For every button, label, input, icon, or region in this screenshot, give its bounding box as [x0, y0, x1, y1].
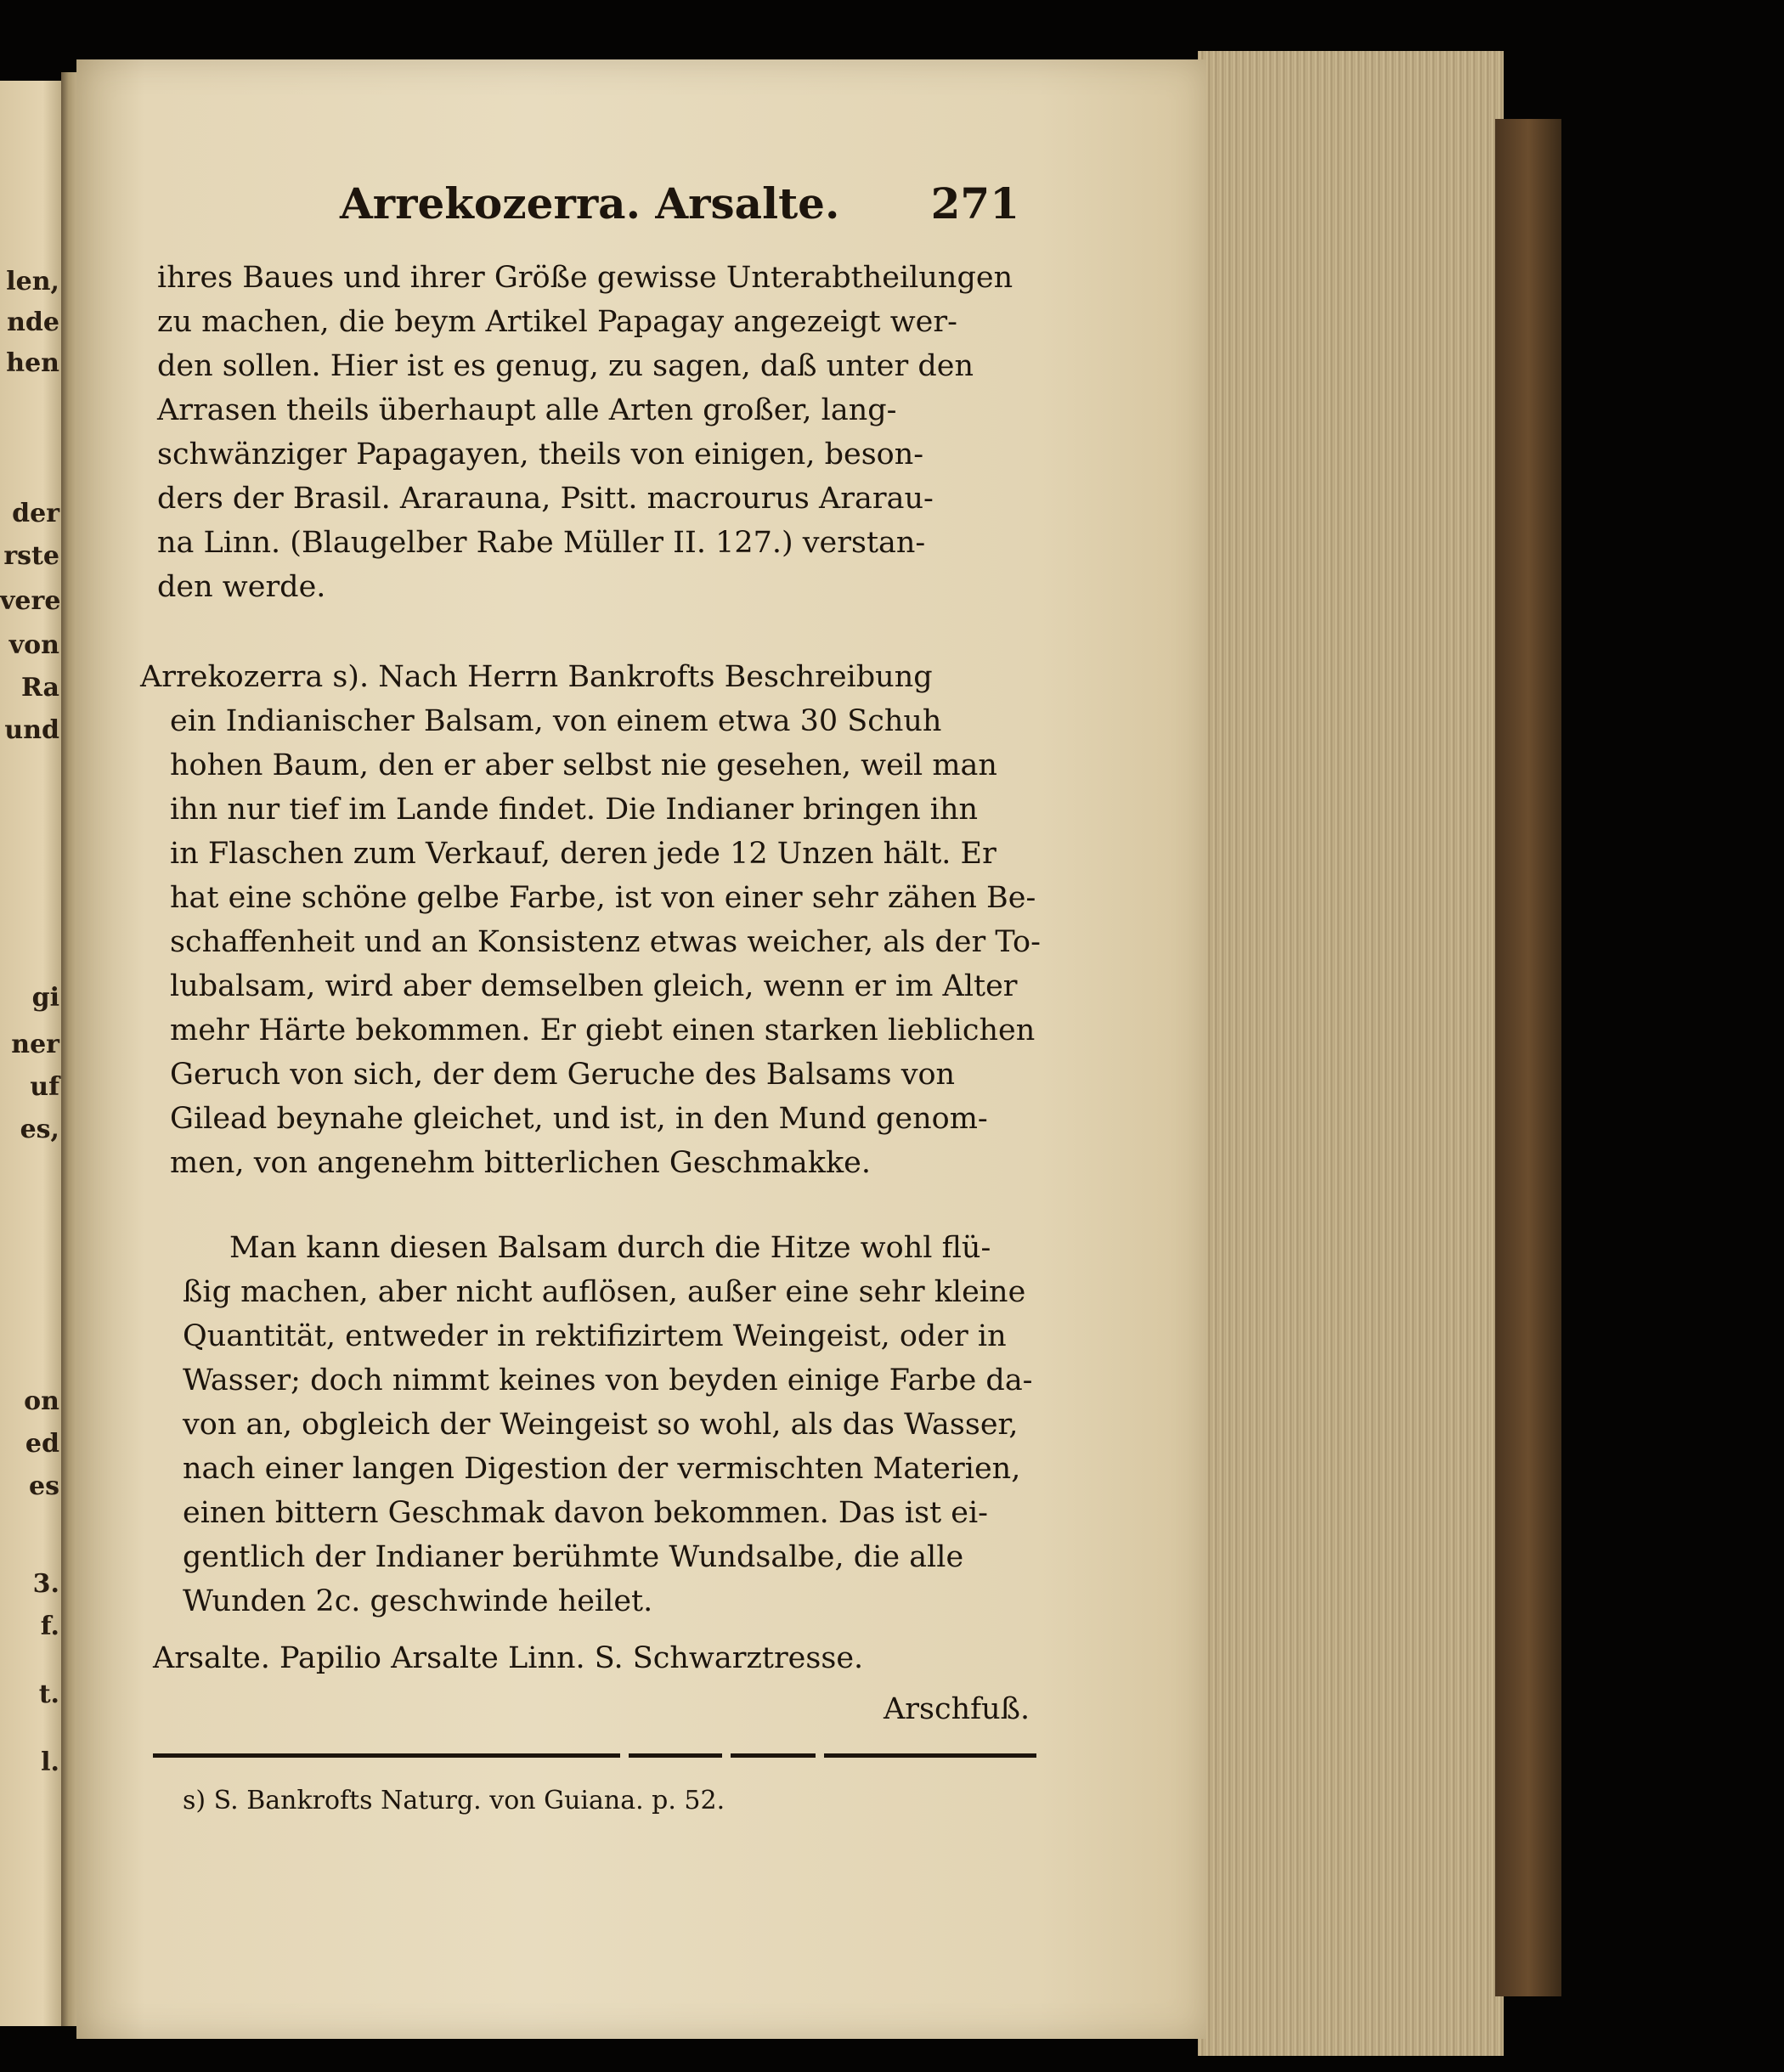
left-fragment: len,: [6, 267, 59, 296]
text-line: nach einer langen Digestion der vermischten Materien,: [183, 1452, 1021, 1486]
footnote-rule: [731, 1753, 816, 1758]
text-line: men, von angenehm bitterlichen Geschmakke.: [170, 1146, 872, 1180]
left-fragment: rste: [3, 541, 59, 571]
left-fragment: on: [24, 1386, 59, 1416]
left-fragment: t.: [38, 1680, 59, 1709]
text-line: zu machen, die beym Artikel Papagay angezeigt wer-: [157, 305, 957, 339]
text-line: von an, obgleich der Weingeist so wohl, als das Wasser,: [183, 1408, 1019, 1442]
text-line: ihres Baues und ihrer Größe gewisse Unterabtheilungen: [157, 261, 1013, 295]
footnote-rule: [153, 1753, 620, 1758]
text-line: lubalsam, wird aber demselben gleich, wenn er im Alter: [170, 969, 1018, 1003]
left-fragment: und: [4, 715, 59, 745]
text-line: einen bittern Geschmak davon bekommen. Das ist ei-: [183, 1496, 988, 1530]
text-line: Quantität, entweder in rektifizirtem Weingeist, oder in: [183, 1319, 1007, 1353]
left-fragment: gi: [31, 983, 59, 1013]
left-fragment: 3.: [32, 1569, 59, 1599]
text-line: ihn nur tief im Lande findet. Die Indianer bringen ihn: [170, 793, 979, 827]
left-fragment: der: [12, 499, 59, 528]
left-fragment: f.: [40, 1612, 59, 1641]
text-line: ßig machen, aber nicht auflösen, außer eine sehr kleine: [183, 1275, 1026, 1309]
text-line: hat eine schöne gelbe Farbe, ist von einer sehr zähen Be-: [170, 881, 1036, 915]
text-line: Wasser; doch nimmt keines von beyden einige Farbe da-: [183, 1363, 1033, 1397]
left-fragment: es,: [20, 1115, 59, 1144]
text-line: Wunden 2c. geschwinde heilet.: [183, 1584, 653, 1618]
left-fragment: l.: [41, 1747, 59, 1777]
text-line: na Linn. (Blaugelber Rabe Müller II. 127.) verstan-: [157, 526, 926, 560]
page-number: 271: [930, 178, 1019, 229]
footnote-rule: [824, 1753, 1036, 1758]
left-fragment: uf: [30, 1072, 59, 1102]
text-line: Man kann diesen Balsam durch die Hitze wohl flü-: [229, 1231, 991, 1265]
left-fragment: nde: [7, 308, 59, 337]
text-line: Arrasen theils überhaupt alle Arten großer, lang-: [157, 393, 897, 427]
left-fragment: vere: [0, 586, 61, 616]
text-line: schwänziger Papagayen, theils von einigen, beson-: [157, 438, 924, 471]
entry-arsalte: Arsalte. Papilio Arsalte Linn. S. Schwarztresse.: [153, 1641, 864, 1675]
footnote-rule: [629, 1753, 722, 1758]
left-fragment: Ra: [20, 673, 59, 703]
running-title: Arrekozerra. Arsalte.: [340, 178, 840, 229]
footnote: s) S. Bankrofts Naturg. von Guiana. p. 52.: [183, 1786, 725, 1815]
catchword: Arschfuß.: [884, 1692, 1030, 1726]
text-line: hohen Baum, den er aber selbst nie gesehen, weil man: [170, 748, 997, 782]
left-fragment: hen: [6, 348, 59, 378]
text-line: Arrekozerra s). Nach Herrn Bankrofts Beschreibung: [140, 660, 933, 694]
text-line: gentlich der Indianer berühmte Wundsalbe, die alle: [183, 1540, 964, 1574]
left-fragment: von: [8, 630, 59, 660]
page-edges: [1198, 51, 1504, 2056]
text-line: mehr Härte bekommen. Er giebt einen starken lieblichen: [170, 1013, 1036, 1047]
text-line: schaffenheit und an Konsistenz etwas weicher, als der To-: [170, 925, 1041, 959]
text-line: Geruch von sich, der dem Geruche des Balsams von: [170, 1058, 956, 1092]
text-line: den sollen. Hier ist es genug, zu sagen, daß unter den: [157, 349, 974, 383]
left-page-edge: [0, 81, 61, 2026]
left-fragment: ner: [11, 1030, 59, 1059]
text-line: den werde.: [157, 570, 326, 604]
text-line: ders der Brasil. Ararauna, Psitt. macrourus Ararau-: [157, 482, 934, 516]
text-line: ein Indianischer Balsam, von einem etwa 30 Schuh: [170, 704, 942, 738]
book-cover-edge: [1495, 119, 1561, 1996]
left-fragment: es: [29, 1471, 59, 1501]
text-line: Gilead beynahe gleichet, und ist, in den Mund genom-: [170, 1102, 988, 1136]
left-fragment: ed: [25, 1429, 59, 1459]
text-line: in Flaschen zum Verkauf, deren jede 12 Unzen hält. Er: [170, 837, 996, 871]
